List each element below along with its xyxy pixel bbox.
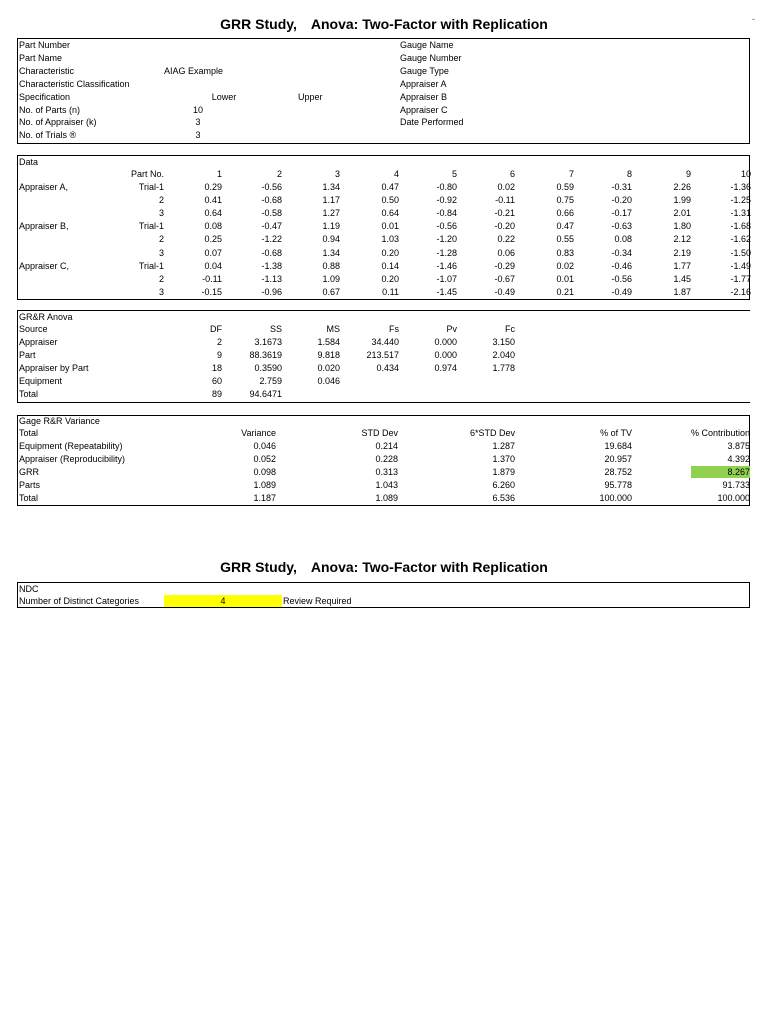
anova-cell: 0.000 [434, 350, 457, 361]
measurement-cell: 0.01 [556, 273, 574, 284]
measurement-cell: 1.17 [322, 195, 340, 206]
measurement-cell: -0.11 [495, 195, 515, 206]
anova-header: Pv [446, 324, 457, 334]
data-section-label: Data [19, 157, 39, 167]
measurement-cell: 0.75 [556, 195, 574, 206]
measurement-cell: -0.49 [611, 286, 632, 297]
measurement-cell: 0.02 [556, 260, 574, 271]
measurement-cell: 1.87 [673, 286, 691, 297]
anova-cell: 2.040 [492, 350, 515, 361]
variance-cell: 100.000 [717, 493, 750, 504]
measurement-cell: -0.96 [261, 286, 282, 297]
anova-header: DF [210, 324, 222, 334]
measurement-cell: -0.34 [611, 247, 632, 258]
measurement-cell: -0.56 [261, 182, 282, 192]
measurement-cell: 0.06 [497, 247, 515, 258]
measurement-cell: 0.07 [204, 247, 222, 258]
header-label: Part Number [19, 40, 71, 50]
grr-contribution-highlight: 8.267 [691, 466, 750, 478]
measurement-cell: -1.45 [436, 286, 457, 297]
measurement-cell: 0.29 [204, 182, 222, 192]
measurement-cell: -1.22 [261, 234, 282, 245]
variance-source: Parts [19, 480, 41, 491]
variance-cell: 6.260 [492, 480, 515, 491]
measurement-cell: -0.49 [494, 286, 515, 297]
data-bottom-rule [17, 299, 750, 300]
anova-cell: 1.584 [317, 337, 340, 347]
measurement-cell: -0.80 [436, 182, 457, 192]
measurement-cell: 0.59 [556, 182, 574, 192]
trial-label: Trial-1 [138, 221, 164, 232]
measurement-cell: 0.64 [381, 208, 399, 219]
trial-label: Trial-1 [138, 182, 164, 192]
variance-bottom-rule [17, 505, 750, 506]
page-title [0, 16, 768, 32]
trial-label: 3 [158, 286, 164, 297]
measurement-cell: -0.68 [261, 195, 282, 206]
anova-bottom-rule [17, 402, 750, 403]
variance-cell: 1.089 [375, 493, 398, 504]
measurement-cell: -0.20 [611, 195, 632, 206]
variance-cell: 0.313 [375, 467, 398, 478]
anova-header: Source [19, 324, 48, 334]
measurement-cell: 1.19 [322, 221, 340, 232]
variance-cell: 1.187 [253, 493, 276, 504]
part-number: 3 [334, 169, 340, 179]
header-label: No. of Parts (n) [19, 104, 81, 115]
appraiser-label: Appraiser C, [19, 260, 70, 271]
measurement-cell: -0.47 [261, 221, 282, 232]
ndc-box [17, 582, 750, 608]
measurement-cell: -2.16 [730, 286, 751, 297]
header-right-label: Appraiser A [400, 78, 447, 89]
measurement-cell: -1.77 [730, 273, 751, 284]
variance-header: 6*STD Dev [469, 428, 515, 438]
anova-cell: 0.974 [434, 363, 457, 374]
measurement-cell: 2.01 [673, 208, 691, 219]
header-right-label: Date Performed [400, 117, 464, 128]
variance-cell: 4.392 [727, 454, 750, 465]
measurement-cell: -0.46 [611, 260, 632, 271]
appraiser-label: Appraiser B, [19, 221, 69, 232]
variance-header: Total [19, 428, 39, 438]
measurement-cell: 0.02 [497, 182, 515, 192]
ndc-section-label: NDC [19, 584, 39, 594]
header-label: No. of Appraiser (k) [19, 117, 97, 128]
anova-cell: 9 [216, 350, 222, 361]
measurement-cell: 0.64 [204, 208, 222, 219]
corner-mark: - [752, 14, 755, 24]
variance-cell: 28.752 [604, 467, 632, 478]
variance-cell: 1.879 [492, 467, 515, 478]
measurement-cell: -0.56 [436, 221, 457, 232]
measurement-cell: -1.50 [730, 247, 751, 258]
anova-cell: 34.440 [371, 337, 399, 347]
variance-cell: 91.733 [722, 480, 750, 491]
variance-cell: 0.228 [375, 454, 398, 465]
measurement-cell: -1.20 [436, 234, 457, 245]
header-right-label: Gauge Name [400, 40, 454, 50]
part-number: 9 [685, 169, 691, 179]
trial-label: Trial-1 [138, 260, 164, 271]
header-label: Specification [19, 91, 71, 102]
measurement-cell: 0.11 [382, 286, 399, 297]
measurement-cell: 0.04 [204, 260, 222, 271]
variance-cell: 20.957 [604, 454, 632, 465]
anova-cell: 94.6471 [249, 389, 282, 400]
header-label: Characteristic [19, 65, 75, 76]
measurement-cell: 1.80 [673, 221, 691, 232]
anova-cell: 0.434 [376, 363, 399, 374]
header-right-label: Gauge Number [400, 52, 462, 63]
trial-label: 2 [158, 273, 164, 284]
part-no-label: Part No. [130, 169, 164, 179]
measurement-cell: 0.66 [556, 208, 574, 219]
variance-source: GRR [19, 467, 39, 478]
anova-section-label: GR&R Anova [19, 312, 73, 322]
measurement-cell: -0.29 [494, 260, 515, 271]
trial-label: 3 [158, 208, 164, 219]
anova-header: Fc [505, 324, 515, 334]
data-section [17, 155, 750, 300]
anova-cell: 0.3590 [254, 363, 282, 374]
measurement-cell: -0.11 [202, 273, 222, 284]
variance-header: % of TV [600, 428, 632, 438]
measurement-cell: -0.63 [611, 221, 632, 232]
measurement-cell: 0.25 [204, 234, 222, 245]
variance-source: Appraiser (Reproducibility) [19, 454, 126, 465]
variance-header: Variance [241, 428, 276, 438]
variance-cell: 0.098 [253, 467, 276, 478]
measurement-cell: 0.41 [204, 195, 222, 206]
anova-cell: 2.759 [259, 376, 282, 387]
part-number: 6 [509, 169, 515, 179]
measurement-cell: -1.36 [730, 182, 751, 192]
variance-cell: 0.052 [253, 454, 276, 465]
measurement-cell: 0.08 [204, 221, 222, 232]
anova-source: Part [19, 350, 36, 361]
measurement-cell: 2.26 [673, 182, 691, 192]
measurement-cell: 0.22 [497, 234, 515, 245]
measurement-cell: -1.62 [730, 234, 751, 245]
anova-cell: 0.000 [434, 337, 457, 347]
anova-cell: 60 [211, 376, 222, 387]
header-box [17, 38, 750, 144]
variance-header: STD Dev [361, 428, 398, 438]
measurement-cell: 0.08 [614, 234, 632, 245]
anova-cell: 0.020 [317, 363, 340, 374]
measurement-cell: 0.20 [381, 273, 399, 284]
measurement-cell: -1.07 [436, 273, 457, 284]
measurement-cell: 0.67 [322, 286, 340, 297]
page-title-2 [0, 559, 768, 575]
measurement-cell: 1.34 [322, 182, 340, 192]
anova-header: MS [326, 324, 340, 334]
variance-cell: 1.370 [492, 454, 515, 465]
variance-header: % Contribution [690, 428, 750, 438]
measurement-cell: -1.49 [730, 260, 751, 271]
variance-cell: 3.875 [727, 441, 750, 451]
header-upper: Upper [298, 91, 323, 102]
measurement-cell: 0.88 [322, 260, 340, 271]
part-number: 10 [740, 169, 751, 179]
header-label: Characteristic Classification [19, 78, 130, 89]
part-number: 2 [276, 169, 282, 179]
measurement-cell: -1.13 [261, 273, 282, 284]
anova-cell: 2 [216, 337, 222, 347]
variance-cell: 6.536 [492, 493, 515, 504]
measurement-cell: 0.50 [381, 195, 399, 206]
measurement-cell: 0.14 [381, 260, 399, 271]
measurement-cell: -0.68 [261, 247, 282, 258]
measurement-cell: -0.15 [201, 286, 222, 297]
header-value: Lower [211, 91, 237, 102]
variance-source: Total [19, 493, 39, 504]
measurement-cell: 1.34 [322, 247, 340, 258]
anova-section [17, 310, 750, 403]
header-label: Part Name [19, 52, 63, 63]
measurement-cell: -0.92 [436, 195, 457, 206]
measurement-cell: 1.77 [673, 260, 691, 271]
measurement-cell: 2.12 [673, 234, 691, 245]
measurement-cell: -0.56 [611, 273, 632, 284]
part-number: 1 [216, 169, 222, 179]
measurement-cell: -1.68 [730, 221, 751, 232]
measurement-cell: 0.94 [322, 234, 340, 245]
header-value: 10 [192, 104, 203, 115]
variance-cell: 95.778 [604, 480, 632, 491]
variance-section [17, 415, 750, 506]
anova-source: Total [19, 389, 39, 400]
anova-cell: 9.818 [317, 350, 340, 361]
title2-left: GRR Study, [220, 559, 297, 575]
ndc-value: 4 [164, 595, 282, 607]
trial-label: 2 [158, 234, 164, 245]
trial-label: 2 [158, 195, 164, 206]
measurement-cell: 1.09 [322, 273, 340, 284]
anova-cell: 1.778 [492, 363, 515, 374]
variance-section-label: Gage R&R Variance [19, 416, 100, 426]
variance-cell: 0.046 [253, 441, 276, 451]
measurement-cell: -0.21 [494, 208, 515, 219]
measurement-cell: 0.47 [381, 182, 399, 192]
title-right: Anova: Two-Factor with Replication [310, 16, 548, 32]
measurement-cell: -0.31 [611, 182, 632, 192]
variance-cell: 1.287 [492, 441, 515, 451]
header-value: AIAG Example [164, 65, 224, 76]
title2-right: Anova: Two-Factor with Replication [310, 559, 548, 575]
measurement-cell: 0.20 [381, 247, 399, 258]
measurement-cell: 1.03 [381, 234, 399, 245]
anova-cell: 89 [211, 389, 222, 400]
variance-cell: 19.684 [604, 441, 632, 451]
header-value: 3 [195, 130, 201, 141]
measurement-cell: -0.67 [494, 273, 515, 284]
appraiser-label: Appraiser A, [19, 182, 69, 192]
measurement-cell: 1.45 [673, 273, 691, 284]
measurement-cell: -0.84 [436, 208, 457, 219]
header-label: No. of Trials ® [19, 130, 77, 141]
anova-source: Appraiser by Part [19, 363, 89, 374]
anova-cell: 3.1673 [254, 337, 282, 347]
anova-source: Equipment [19, 376, 63, 387]
header-right-label: Gauge Type [400, 65, 449, 76]
variance-cell: 1.043 [375, 480, 398, 491]
measurement-cell: -1.31 [730, 208, 751, 219]
variance-cell: 1.089 [253, 480, 276, 491]
ndc-note: Review Required [283, 596, 352, 606]
measurement-cell: -1.46 [436, 260, 457, 271]
variance-cell: 0.214 [375, 441, 398, 451]
measurement-cell: -0.20 [494, 221, 515, 232]
variance-cell: 100.000 [599, 493, 632, 504]
header-right-label: Appraiser C [400, 104, 448, 115]
anova-source: Appraiser [19, 337, 58, 347]
measurement-cell: 1.27 [322, 208, 340, 219]
header-value: 3 [195, 117, 201, 128]
anova-header: Fs [389, 324, 399, 334]
measurement-cell: 0.01 [381, 221, 399, 232]
anova-cell: 0.046 [317, 376, 340, 387]
measurement-cell: -1.38 [261, 260, 282, 271]
variance-source: Equipment (Repeatability) [19, 441, 123, 451]
anova-cell: 18 [211, 363, 222, 374]
part-number: 8 [626, 169, 632, 179]
header-right-label: Appraiser B [400, 91, 448, 102]
measurement-cell: 0.55 [556, 234, 574, 245]
anova-cell: 213.517 [366, 350, 399, 361]
ndc-label: Number of Distinct Categories [19, 596, 140, 606]
anova-header: SS [269, 324, 282, 334]
anova-cell: 88.3619 [249, 350, 282, 361]
measurement-cell: 1.99 [673, 195, 691, 206]
measurement-cell: 2.19 [673, 247, 691, 258]
measurement-cell: 0.83 [556, 247, 574, 258]
measurement-cell: -0.17 [611, 208, 632, 219]
measurement-cell: -0.58 [261, 208, 282, 219]
part-number: 4 [393, 169, 399, 179]
title-left: GRR Study, [220, 16, 297, 32]
part-number: 7 [568, 169, 574, 179]
measurement-cell: -1.25 [730, 195, 751, 206]
part-number: 5 [451, 169, 457, 179]
trial-label: 3 [158, 247, 164, 258]
anova-cell: 3.150 [492, 337, 515, 347]
measurement-cell: -1.28 [436, 247, 457, 258]
measurement-cell: 0.21 [556, 286, 574, 297]
measurement-cell: 0.47 [556, 221, 574, 232]
